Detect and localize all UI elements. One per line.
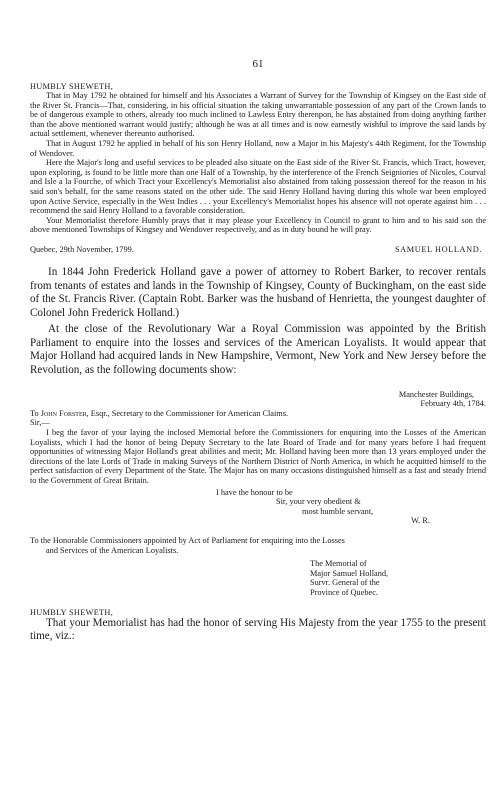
memorial1-heading: HUMBLY SHEWETH, [30, 82, 114, 91]
letter-to-suffix: , Esqr., Secretary to the Commissioner for American Claims. [86, 408, 289, 418]
letter-date: February 4th, 1784. [420, 399, 486, 409]
memorial1-place-date: Quebec, 29th November, 1799. [30, 244, 134, 254]
memorial2-address [30, 536, 486, 555]
page-number: 61 [252, 58, 264, 70]
memorial2-address-line: To the Honorable Commissioners appointed by Act of Parliament for enquiring into the Losses [30, 535, 345, 545]
letter-address-line: Manchester Buildings, [398, 389, 474, 399]
memorial1-paragraph: That in May 1792 he obtained for himself and his Associates a Warrant of Survey for the Township of Kingsey on the East side of the River St. Francis—That, considering, in his official situation the taking unwarrantable possession of any part of the Crown lands to be of dangerous example to others, already too much inclined to Lawless Entry therenpon, he has abstained from doing anything farther than the above mentioned warrant would justify; although he was at all times and is now earnestly wishful to improve the said lands by actual settlement, whenever thereunto authorised. [30, 91, 486, 139]
closing-line: I have the honour to be [216, 487, 293, 497]
memorial1-paragraph: Your Memorialist therefore Humbly prays that it may please your Excellency in Council to grant to him and to his said son the above mentioned Townships of Kingsey and Wendover respectively, and as in duty bound he will pray. [30, 215, 486, 235]
memorial2-title-line: Survr. General of the [310, 578, 380, 588]
letter-salutation: Sir,— [30, 418, 50, 428]
letter-address [30, 390, 486, 409]
document-page [30, 0, 486, 644]
memorial1-body [30, 91, 486, 235]
letter-to-prefix: To [30, 408, 41, 418]
closing-line: Sir, your very obedient & [276, 497, 361, 507]
closing-line: most humble servant, [302, 506, 374, 516]
memorial2-title-line: The Memorial of [310, 559, 367, 569]
memorial1-signature: SAMUEL HOLLAND. [394, 244, 482, 254]
narrative-paragraph: At the close of the Revolutionary War a Royal Commission was appointed by the British Parliament to enquire into the losses and services of the American Loyalists. It would appear that Major Holland had acquired lands in New Hampshire, Vermont, New York and New Jersey before the Revolution, as the following documents show: [30, 323, 486, 377]
narrative [30, 266, 486, 378]
letter-body [30, 428, 486, 486]
narrative-paragraph: In 1844 John Frederick Holland gave a power of attorney to Robert Barker, to recover rentals from tenants of estates and lands in the Township of Kingsey, County of Buckingham, on the east side of the St. Francis River. (Captain Robt. Barker was the husband of Henrietta, the youngest daughter of Colonel John Frederick Holland.) [30, 265, 486, 319]
memorial1-paragraph: That in August 1792 he applied in behalf of his son Henry Holland, now a Major in his Majesty's 44th Regiment, for the Township of Wendover. [30, 138, 486, 158]
memorial2-heading: HUMBLY SHEWETH, [30, 607, 114, 617]
memorial2-body [30, 617, 486, 644]
memorial1-paragraph: Here the Major's long and useful services to be pleaded also situate on the East side of the River St. Francis, which Tract, however, upon exploring, is found to be little more than one Half of a Township, by the interference of the French Seigniories of Nicoles, Courval and Isle a la Fourche, of which Tract your Excellency's Memorialist also abstained from taking possession thereof for the reason in his said son's behalf, for the same reasons stated on the other side. The said Henry Holland having during this whole war been employed upon Active Service, especially in the West Indies . . . your Excellency's Memorialist hopes his absence will not operate against him . . . recommend the said Henry Holland to a favorable consideration. [30, 158, 486, 216]
memorial2-title [30, 559, 486, 597]
letter-closing [30, 488, 486, 526]
letter-signature: W. R. [411, 516, 430, 526]
letter-recipient [30, 409, 486, 428]
memorial2-address-line: and Services of the American Loyalists. [46, 545, 179, 555]
memorial2-title-line: Province of Quebec. [310, 587, 378, 597]
memorial2-paragraph: That your Memorialist has had the honor of serving His Majesty from the year 1755 to the present time, viz.: [30, 616, 486, 643]
letter-to-name: John Forster [40, 408, 87, 418]
memorial1-signature-row [30, 245, 486, 254]
letter-paragraph: I beg the favor of your laying the inclosed Memorial before the Commissioners for enquiring into the Losses of the American Loyalists, which I had the honor of being Deputy Secretary to the late Board of Trade and for many years before I had frequent opportunities of witnessing Major Holland's great abilities and merit; Mr. Holland having been more than 13 years employed under the directions of the late Lords of Trade in making Surveys of the Northern District of North America, in which he acquitted himself to the perfect satisfaction of every Department of the State. The Major has on many occasions distinguished himself as a fast and steady friend to the Government of Great Britain. [30, 428, 486, 485]
memorial2-title-line: Major Samuel Holland, [310, 568, 389, 578]
